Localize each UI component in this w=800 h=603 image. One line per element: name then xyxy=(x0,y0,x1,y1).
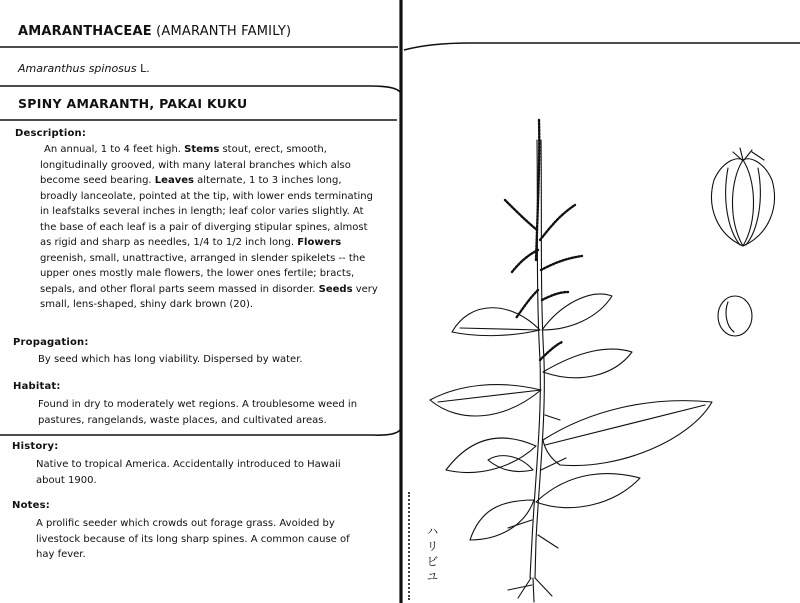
japanese-plant-name: ハリビユ xyxy=(425,525,439,585)
seed-shading xyxy=(726,302,734,332)
description-keyword: Flowers xyxy=(297,237,342,248)
leaf xyxy=(446,438,536,473)
description-fragment: greenish, small, unattractive, arranged in slender spikelets -- the upper ones mostly male flowers, the lower ones fertile; bracts, sepals, and other floral parts seem massed in disorder. xyxy=(40,252,366,295)
history-heading: History: xyxy=(12,441,59,452)
propagation-heading: Propagation: xyxy=(13,337,89,348)
leaf-vein xyxy=(545,405,705,445)
habitat-text: Found in dry to moderately wet regions. A troublesome weed in pastures, rangelands, waste places, and cultivated areas. xyxy=(38,399,358,426)
flower-spike xyxy=(540,205,575,240)
common-name: SPINY AMARANTH, PAKAI KUKU xyxy=(18,96,248,111)
description-keyword: Stems xyxy=(184,144,220,155)
flower-spike xyxy=(512,250,538,272)
margin-marks xyxy=(408,492,420,600)
leaf xyxy=(430,385,541,416)
flower-spike xyxy=(542,292,568,300)
seed-detail xyxy=(718,296,752,336)
notes-heading: Notes: xyxy=(12,500,50,511)
flower-spike xyxy=(516,290,538,318)
flower-spikes xyxy=(505,120,582,360)
leaf xyxy=(543,349,632,378)
family-name-english: (AMARANTH FAMILY) xyxy=(156,24,292,39)
leaf-vein xyxy=(460,328,540,330)
description-keyword: Seeds xyxy=(318,283,353,295)
description-heading: Description: xyxy=(15,128,87,139)
history-text: Native to tropical America. Accidentally introduced to Hawaii about 1900. xyxy=(36,459,341,486)
leaf xyxy=(536,474,640,508)
scientific-name-author: L. xyxy=(140,62,150,75)
flower-spike xyxy=(541,256,582,270)
family-name-latin: AMARANTHACEAE xyxy=(18,24,152,39)
flower-tips xyxy=(733,148,764,160)
scientific-name-binomial: Amaranthus spinosus xyxy=(18,62,137,75)
description-fragment: stout, erect, smooth, longitudinally grooved, with many lateral branches which also become seed bearing. xyxy=(40,144,351,186)
habitat-heading: Habitat: xyxy=(13,381,61,392)
notes-text: A prolific seeder which crowds out forage grass. Avoided by livestock because of its long sharp spines. A common cause of hay fever. xyxy=(36,518,350,560)
flower-sepals xyxy=(726,160,761,246)
leaf xyxy=(543,401,712,466)
plant-roots xyxy=(508,578,552,602)
seed-outline xyxy=(718,296,752,336)
flower-detail xyxy=(712,148,775,246)
description-fragment: alternate, 1 to 3 inches long, broadly lanceolate, pointed at the tip, with lower ends terminating in leafstalks several inches in length; leaf color varies slightly. At the base of each leaf is a pair of diverging stipular spines, almost as rigid and sharp as needles, 1/4 to 1/2 inch long. xyxy=(40,175,373,248)
leaf xyxy=(470,500,534,540)
propagation-text: By seed which has long viability. Dispersed by water. xyxy=(38,354,303,365)
description-fragment: An annual, 1 to 4 feet high. xyxy=(44,144,185,155)
flower-outline xyxy=(712,159,775,246)
leaf xyxy=(542,294,612,330)
leaf xyxy=(452,308,540,336)
leaf-vein xyxy=(438,390,541,402)
flower-spike xyxy=(505,200,537,230)
description-fragment: very small, lens-shaped, shiny dark brown (20). xyxy=(40,283,378,310)
plant-leaves xyxy=(430,294,712,540)
description-keyword: Leaves xyxy=(154,175,194,186)
